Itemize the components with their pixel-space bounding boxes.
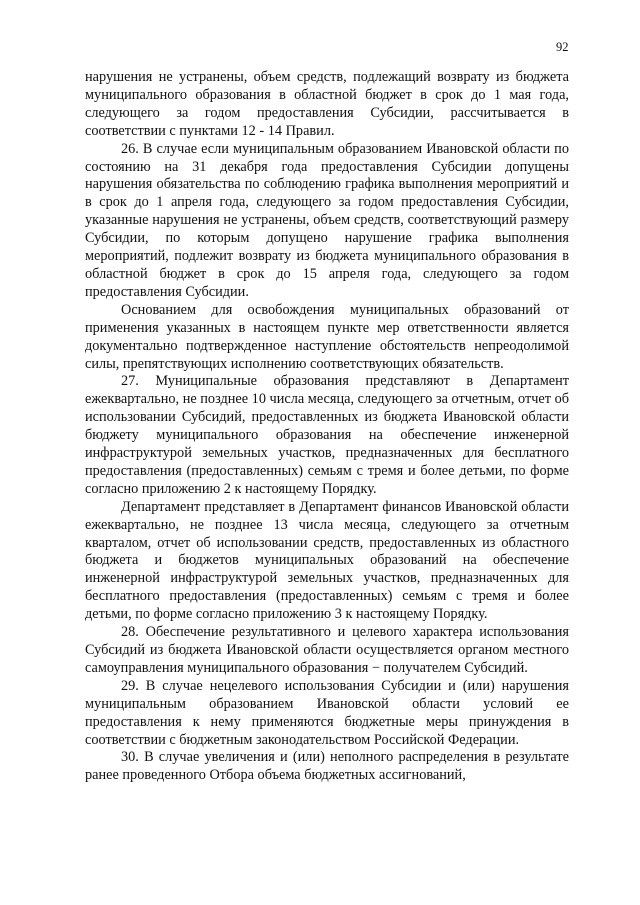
paragraph-26-exemption: Основанием для освобождения муниципальных образований от применения указанных в настоящем пункте мер ответственности является документально подтвержденное наступление обстоятельств непреодолимой силы, препятствующих исполнению соответствующих обязательств. [85,301,569,372]
paragraph-29: 29. В случае нецелевого использования Субсидии и (или) нарушения муниципальным образованием Ивановской области условий ее предоставления к нему применяются бюджетные меры принуждения в соответствии с бюджетным законодательством Российской Федерации. [85,677,569,748]
page-number: 92 [556,40,569,54]
paragraph-28: 28. Обеспечение результативного и целевого характера использования Субсидий из бюджета Ивановской области осуществляется органом местного самоуправления муниципального образования − получателем Субсидий. [85,624,569,676]
paragraph-30: 30. В случае увеличения и (или) неполного распределения в результате ранее проведенного Отбора объема бюджетных ассигнований, [85,749,569,784]
document-body [85,69,569,785]
paragraph-continuation: нарушения не устранены, объем средств, подлежащий возврату из бюджета муниципального образования в областной бюджет в срок до 1 мая года, следующего за годом предоставления Субсидии, рассчитывается в соответствии с пунктами 12 - 14 Правил. [85,69,569,139]
paragraph-26: 26. В случае если муниципальным образованием Ивановской области по состоянию на 31 декабря года предоставления Субсидии допущены нарушения обязательства по соблюдению графика выполнения мероприятий и в срок до 1 апреля года, следующего за годом предоставления Субсидии, указанные нарушения не устранены, объем средств, соответствующий размеру Субсидии, по которым допущено нарушение графика выполнения мероприятий, подлежит возврату из бюджета муниципального образования в областной бюджет в срок до 15 апреля года, следующего за годом предоставления Субсидии. [85,140,569,300]
paragraph-27: 27. Муниципальные образования представляют в Департамент ежеквартально, не позднее 10 числа месяца, следующего за отчетным, отчет об использовании Субсидий, предоставленных из бюджета Ивановской области бюджету муниципального образования на обеспечение инженерной инфраструктурой земельных участков, предназначенных для бесплатного предоставления (предоставленных) семьям с тремя и более детьми, по форме согласно приложению 2 к настоящему Порядку. [85,373,569,497]
paragraph-27-department-report: Департамент представляет в Департамент финансов Ивановской области ежеквартально, не позднее 13 числа месяца, следующего за отчетным кварталом, отчет об использовании средств, предоставленных из областного бюджета и бюджетов муниципальных образований на обеспечение инженерной инфраструктурой земельных участков, предназначенных для бесплатного предоставления (предоставленных) семьям с тремя и более детьми, по форме согласно приложению 3 к настоящему Порядку. [85,498,569,623]
